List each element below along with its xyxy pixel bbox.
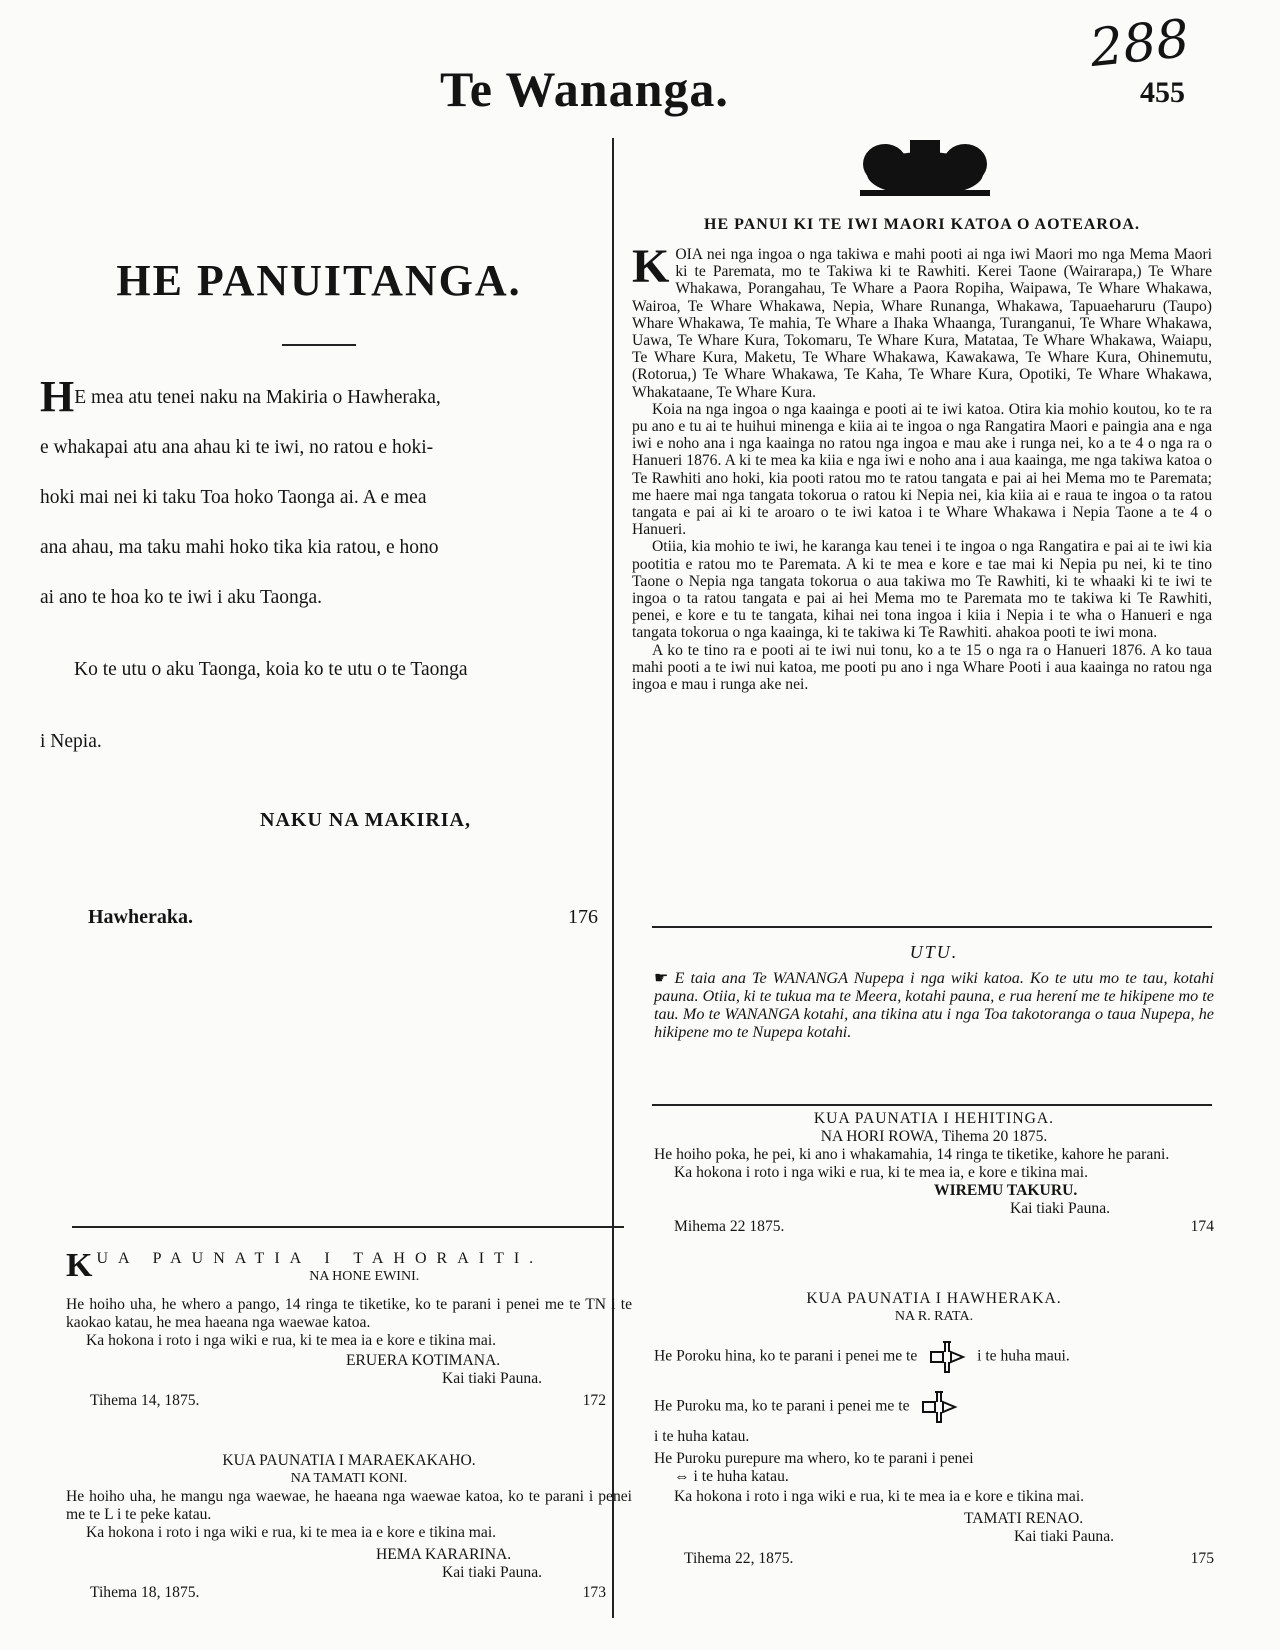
ad-number: 176: [568, 906, 598, 928]
ad-line: e whakapai atu ana ahau ki te iwi, no ratou e hoki-: [40, 437, 434, 458]
proclamation-heading: HE PANUI KI TE IWI MAORI KATOA O AOTEAROA.: [704, 216, 1140, 233]
pound-notice-hawheraka: [654, 1290, 1214, 1568]
notice-text: Ka hokona i roto i nga wiki e rua, ki te mea ia, e kore e tikina mai.: [674, 1164, 1088, 1181]
notice-role: Kai tiaki Pauna.: [442, 1564, 543, 1581]
notice-date: Mihema 22 1875.: [674, 1218, 785, 1235]
brand-item: He Poroku hina, ko te parani i penei me te i te huha maui.: [654, 1340, 1214, 1374]
notice-text: Ka hokona i roto i nga wiki e rua, ki te mea ia e kore e tikina mai.: [674, 1488, 1085, 1505]
ad-line: HE mea atu tenei naku na Makiria o Hawheraka,: [40, 372, 441, 421]
section-rule: [652, 926, 1212, 928]
subscription-notice: [654, 942, 1214, 1041]
page-number: 455: [1140, 76, 1185, 109]
ad-line: ana ahau, ma taku mahi hoko tika kia ratou, e hono: [40, 537, 439, 558]
crest-icon: [840, 134, 1010, 202]
section-rule: [72, 1226, 624, 1228]
ad-line: Ko te utu o aku Taonga, koia ko te utu o te Taonga: [74, 659, 468, 680]
notice-text: Ka hokona i roto i nga wiki e rua, ki te mea ia e kore e tikina mai.: [86, 1524, 497, 1541]
notice-title: UA PAUNATIA I TAHORAITI.: [96, 1250, 544, 1267]
pound-notice-maraekakaho: [66, 1452, 632, 1602]
pointing-hand-icon: ☛: [654, 969, 669, 987]
notice-role: Kai tiaki Pauna.: [1014, 1528, 1115, 1545]
ad-line: ai ano te hoa ko te iwi i aku Taonga.: [40, 587, 323, 608]
notice-byline: NA HONE EWINI.: [309, 1269, 420, 1284]
drop-cap: K: [632, 240, 670, 293]
heading-rule: [282, 344, 356, 346]
section-rule: [652, 1104, 1212, 1106]
notice-role: Kai tiaki Pauna.: [442, 1370, 543, 1387]
newspaper-title: Te Wananga.: [440, 61, 729, 117]
advertisement-heading: HE PANUITANGA.: [116, 256, 522, 305]
proclamation-paragraph: Koia na nga ingoa o nga kaainga e pooti ai te iwi katoa. Otira kia mohio koutou, ko te ra pu ano e tu ai te huihui minenga e kiia ai te ingoa o nga Rangatira Maori e paingia ana e nga iwi e noho ana i nga kaainga no ratou nga ingoa e mau ake i runga nei, ko a te 4 o nga ra o Hanueri 1876. A ki te mea ka kiia e nga iwi e noho ana i aua kaainga, me nga takiwa katoa o Te Rawhiti ano hoki, kia pooti ratou mo te ratou tangata e pai ai hei Mema mo te Paremata; me haere mai nga tangata tokorua o ratou ki Nepia nei, kia kiia ai e raua te ingoa o ta ratou tangata e pai ai ki te aroaro o te iwi katoa i te Whare Whakawa i Nepia Taone a te 4 o Hanueri.: [632, 400, 1212, 539]
notice-title: KUA PAUNATIA I MARAEKAKAHO.: [222, 1452, 476, 1469]
proclamation-paragraph: A ko te tino ra e pooti ai te iwi nui tonu, ko a te 15 o nga ra o Hanueri 1876. A ko taua mahi pooti a te iwi nui katoa, me pooti pu ano i nga Whare Pooti i aua kaainga no ratou nga ingoa e mau i runga ake nei.: [632, 641, 1212, 694]
notice-text: Ka hokona i roto i nga wiki e rua, ki te mea ia e kore e tikina mai.: [86, 1332, 497, 1349]
notice-byline: NA R. RATA.: [894, 1309, 974, 1324]
pound-notice-hehitinga: [654, 1110, 1214, 1236]
notice-role: Kai tiaki Pauna.: [1010, 1200, 1111, 1217]
notice-date: Tihema 18, 1875.: [90, 1584, 200, 1601]
notice-signer: HEMA KARARINA.: [376, 1546, 512, 1563]
notice-title: KUA PAUNATIA I HEHITINGA.: [813, 1110, 1055, 1127]
notice-text: He hoiho uha, he whero a pango, 14 ringa te tiketike, ko te parani i penei me te TN i te kaokao katau, he mea haeana nga waewae katoa.: [66, 1296, 632, 1331]
ad-line: hoki mai nei ki taku Toa hoko Taonga ai. A e mea: [40, 487, 427, 508]
drop-cap: K: [66, 1247, 93, 1284]
notice-number: 172: [582, 1392, 606, 1409]
notice-date: Tihema 14, 1875.: [90, 1392, 200, 1409]
notice-signer: ERUERA KOTIMANA.: [346, 1352, 501, 1369]
double-arrow-brand-icon: ⇔: [674, 1468, 690, 1485]
notice-byline: NA TAMATI KONI.: [290, 1471, 408, 1486]
notice-text: He hoiho uha, he mangu nga waewae, he haeana nga waewae katoa, ko te parani i penei me te L i te peke katau.: [66, 1488, 632, 1523]
right-column: [632, 216, 1212, 693]
notice-number: 173: [582, 1584, 606, 1601]
brand-item: He Puroku purepure ma whero, ko te parani i penei ⇔ i te huha katau.: [654, 1450, 974, 1485]
ad-signature: NAKU NA MAKIRIA,: [260, 809, 471, 831]
brand-mark-icon: [919, 1390, 959, 1424]
handwritten-page-number: 288: [1087, 8, 1193, 80]
subscription-text: ☛ E taia ana Te WANANGA Nupepa i nga wiki katoa. Ko te utu mo te tau, kotahi pauna. Otiia, ki te tukua ma te Meera, kotahi pauna, e rua herení me te hikipene mo te tau. Mo te WANANGA kotahi, ana tikina atu i nga Toa takotoranga o taua Nupepa, he hikipene mo te Nupepa kotahi.: [654, 969, 1214, 1041]
notice-text: He hoiho poka, he pei, ki ano i whakamahia, 14 ringa te tiketike, kahore he parani.: [654, 1146, 1170, 1163]
left-advertisement: [40, 255, 598, 929]
drop-cap: H: [40, 372, 75, 421]
ad-place: Hawheraka.: [88, 906, 193, 928]
pound-notice-tahoraiti: [66, 1247, 632, 1410]
notice-byline: NA HORI ROWA, Tihema 20 1875.: [820, 1128, 1048, 1145]
proclamation-paragraph: Otiia, kia mohio te iwi, he karanga kau tenei i te ingoa o nga Rangatira e pai ai te iwi kia pootitia e ratou mo te Paremata. A ki te mea e kore e tae mai ki Nepia pu nei, ki te tino Taone o Nepia nga tangata tokorua o aua takiwa mo Te Rawhiti, ki te whaaki ki te iwi te ingoa o ta ratou tangata e pai ai hei Mema mo te Paremata mo te takiwa ki Te Rawhiti, penei, e kore e tu te tangata, kihai nei tona ingoa i kiia i Nepia i te wha o Hanueri e nga tangata tokorua o nga kaainga, ki te takiwa ki Te Rawhiti. ahakoa pooti te iwi mona.: [632, 538, 1212, 642]
brand-mark-icon: [927, 1340, 967, 1374]
notice-number: 175: [1190, 1550, 1214, 1567]
ad-line: i Nepia.: [40, 731, 102, 752]
notice-number: 174: [1190, 1218, 1214, 1235]
subscription-heading: UTU.: [909, 942, 959, 962]
notice-title: KUA PAUNATIA I HAWHERAKA.: [806, 1290, 1062, 1307]
proclamation-paragraph: KOIA nei nga ingoa o nga takiwa e mahi pooti ai nga iwi Maori mo nga Mema Maori ki te Paremata, mo te Takiwa ki te Rawhiti. Kerei Taone (Wairarapa,) Te Whare Whakawa, Porangahau, Te Whare a Paora Ropiha, Waipawa, Te Whare Whakawa, Wairoa, Te Whare Whakawa, Nepia, Whare Runanga, Whakawa, Tapuaeharuru (Taupo) Whare Whakawa, Te mahia, Te Whare a Ihaka Whaanga, Turanganui, Te Whare Whakawa, Uawa, Te Whare Kura, Tokomaru, Te Whare Kura, Matataa, Te Whare Whakawa, Waiapu, Te Whare Kura, Maketu, Te Whare Whakawa, Kawakawa, Te Whare Kura, Ohinemutu, (Rotorua,) Te Whare Whakawa, Te Kaha, Te Whare Kura, Opotiki, Te Whare Whakawa, Whakataane, Te Whare Kura.: [632, 240, 1212, 401]
notice-signer: WIREMU TAKURU.: [934, 1182, 1078, 1199]
brand-item: He Puroku ma, ko te parani i penei me te i te huha katau.: [654, 1390, 1214, 1446]
notice-date: Tihema 22, 1875.: [684, 1550, 794, 1567]
notice-signer: TAMATI RENAO.: [964, 1510, 1084, 1527]
